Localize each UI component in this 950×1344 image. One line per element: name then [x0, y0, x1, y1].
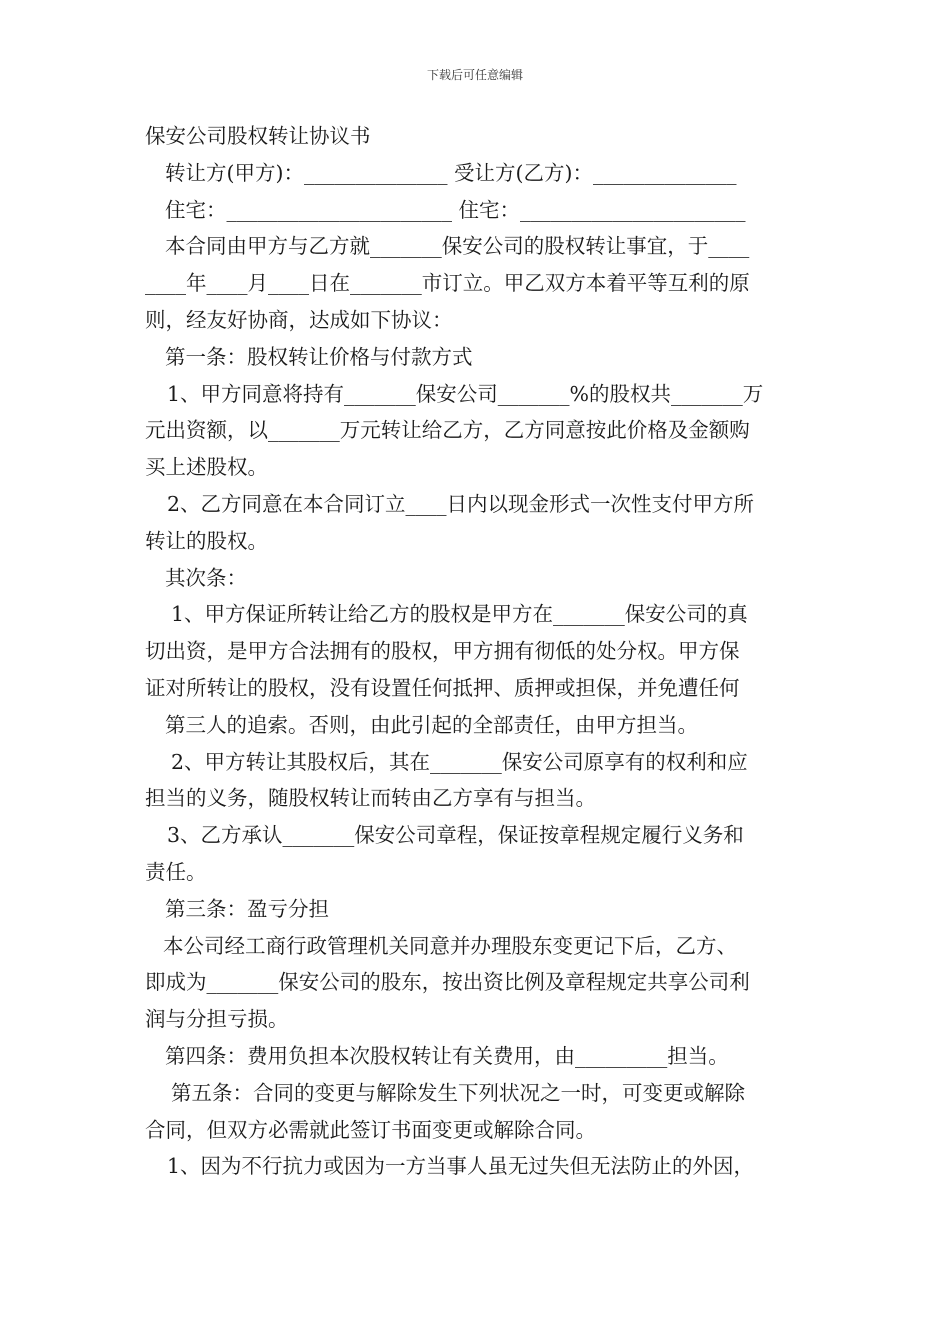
paragraph-line: 第三人的追索。否则，由此引起的全部责任，由甲方担当。 [165, 712, 698, 737]
paragraph-line: 买上述股权。 [145, 455, 268, 480]
residence-line: 住宅：______________________ 住宅：______________________ [165, 197, 746, 222]
section-heading: 第四条：费用负担本次股权转让有关费用，由_________担当。 [165, 1043, 729, 1068]
party-line: 转让方(甲方)：______________ 受让方(乙方)：______________ [165, 160, 737, 185]
paragraph-line: 润与分担亏损。 [145, 1007, 289, 1032]
header-note: 下载后可任意编辑 [426, 68, 523, 82]
paragraph-line: 元出资额，以_______万元转让给乙方，乙方同意按此价格及金额购 [145, 418, 750, 443]
paragraph-line: 担当的义务，随股权转让而转由乙方享有与担当。 [145, 786, 596, 811]
paragraph-line: ____年____月____日在_______市订立。甲乙双方本着平等互利的原 [145, 271, 750, 296]
paragraph-line: 1、甲方保证所转让给乙方的股权是甲方在_______保安公司的真 [171, 602, 748, 627]
paragraph-line: 即成为_______保安公司的股东，按出资比例及章程规定共享公司利 [145, 970, 750, 995]
paragraph-line: 转让的股权。 [145, 528, 268, 553]
paragraph-line: 合同，但双方必需就此签订书面变更或解除合同。 [145, 1117, 596, 1142]
paragraph-line: 证对所转让的股权，没有设置任何抵押、质押或担保，并免遭任何 [145, 675, 740, 700]
section-heading: 第一条：股权转让价格与付款方式 [165, 344, 473, 369]
section-heading: 其次条： [165, 565, 247, 590]
paragraph-line: 切出资，是甲方合法拥有的股权，甲方拥有彻低的处分权。甲方保 [145, 639, 740, 664]
paragraph-line: 责任。 [145, 859, 207, 884]
paragraph-line: 2、甲方转让其股权后，其在_______保安公司原享有的权利和应 [171, 749, 748, 774]
paragraph-line: 则，经友好协商，达成如下协议： [145, 307, 453, 332]
paragraph-line: 2、乙方同意在本合同订立____日内以现金形式一次性支付甲方所 [167, 491, 755, 516]
paragraph-line: 本公司经工商行政管理机关同意并办理股东变更记下后，乙方、 [163, 933, 737, 958]
paragraph-line: 本合同由甲方与乙方就_______保安公司的股权转让事宜，于____ [165, 234, 750, 259]
paragraph-line: 1、甲方同意将持有_______保安公司_______%的股权共_______万 [167, 381, 764, 406]
section-heading: 第三条：盈亏分担 [165, 896, 329, 921]
paragraph-line: 3、乙方承认_______保安公司章程，保证按章程规定履行义务和 [167, 823, 744, 848]
document-title: 保安公司股权转让协议书 [145, 124, 371, 148]
paragraph-line: 1、因为不行抗力或因为一方当事人虽无过失但无法防止的外因， [167, 1154, 755, 1179]
document-body [145, 118, 810, 1185]
section-heading: 第五条：合同的变更与解除发生下列状况之一时，可变更或解除 [171, 1080, 745, 1105]
